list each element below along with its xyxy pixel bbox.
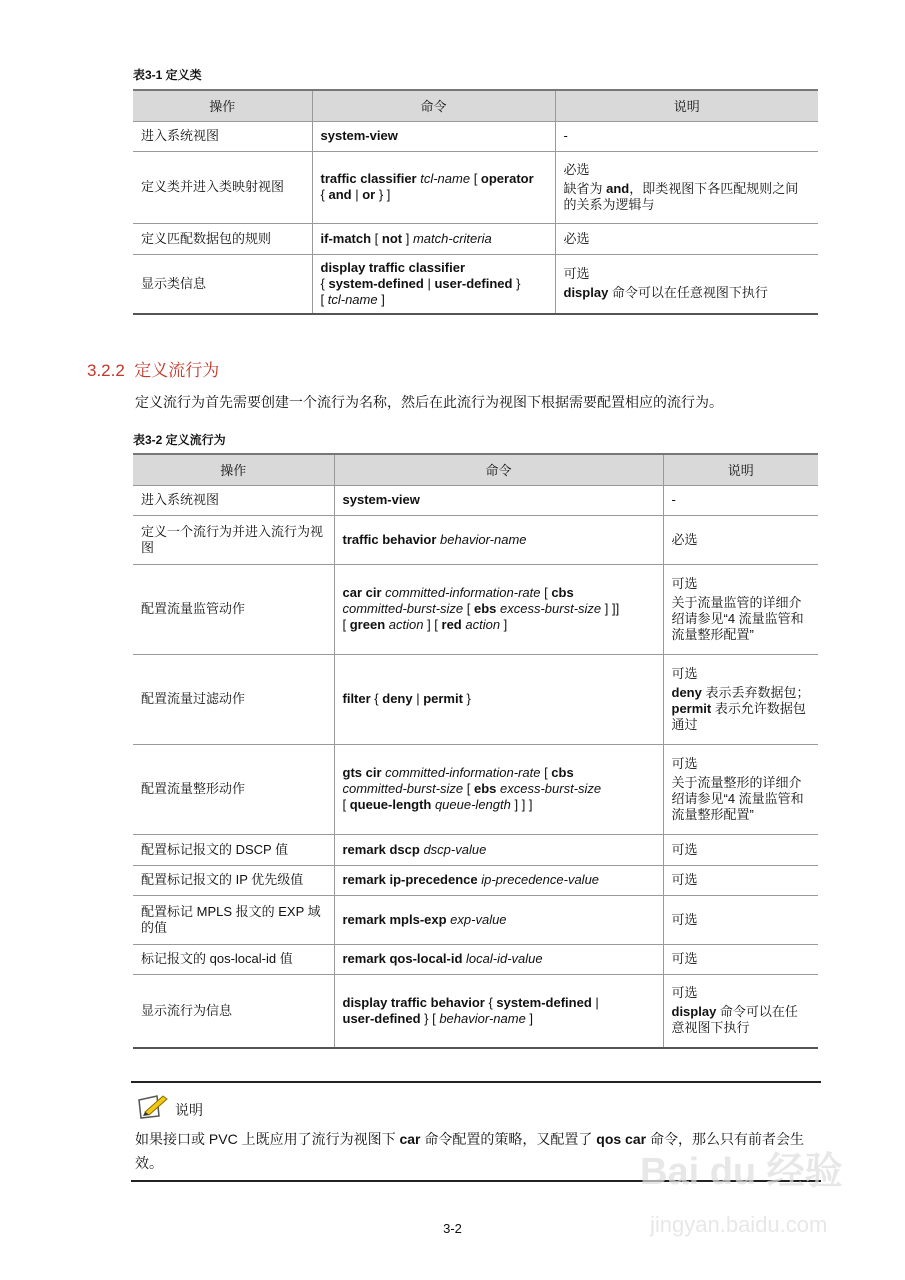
command-cell	[334, 564, 663, 654]
command-cell	[312, 254, 555, 314]
text-segment: |	[423, 275, 435, 291]
command-line	[343, 995, 655, 1011]
description-cell	[555, 151, 818, 223]
column-header: 说明	[555, 90, 818, 121]
text-segment: local-id-value	[466, 951, 543, 966]
text-segment: display traffic behavior	[342, 994, 485, 1010]
description-cell	[555, 121, 818, 151]
text-segment: action	[388, 617, 424, 632]
text-segment: car	[399, 1131, 421, 1147]
description-paragraph	[672, 492, 811, 508]
command-line	[321, 171, 547, 187]
description-paragraph	[564, 181, 811, 213]
text-segment: system-defined	[328, 275, 424, 291]
description-paragraph	[672, 985, 811, 1001]
section-title: 定义流行为	[134, 361, 220, 380]
text-segment: action	[465, 617, 501, 632]
text-segment: }	[462, 691, 471, 706]
table-row	[133, 944, 818, 974]
column-header: 说明	[663, 454, 818, 485]
text-segment: [	[463, 601, 474, 616]
table-row	[133, 223, 818, 254]
text-segment: |	[351, 187, 363, 202]
description-cell	[663, 564, 818, 654]
description-paragraph	[672, 842, 811, 858]
operation-cell: 定义一个流行为并进入流行为视图	[133, 515, 334, 564]
command-cell	[334, 654, 663, 744]
note-header	[137, 1094, 203, 1120]
description-paragraph	[672, 532, 811, 548]
text-segment: tcl-name	[420, 171, 471, 186]
command-line	[343, 797, 655, 813]
command-cell	[334, 834, 663, 865]
text-segment: committed-burst-size	[342, 601, 464, 616]
description-paragraph	[564, 162, 811, 178]
text-segment: [	[540, 765, 552, 780]
text-segment: user-defined	[342, 1010, 421, 1026]
text-segment: behavior-name	[439, 1010, 526, 1026]
text-segment: [	[342, 797, 350, 812]
text-segment: ]	[525, 1010, 534, 1026]
text-segment: 可选	[671, 911, 698, 927]
text-segment: 关于流量整形的详细介绍请参见“4 流量监管和流量整形配置”	[671, 774, 804, 822]
command-line	[343, 532, 655, 548]
text-segment: deny	[671, 684, 702, 700]
text-segment: display traffic classifier	[320, 259, 466, 275]
text-segment: 命令可以在任意视图下执行	[608, 285, 768, 301]
text-segment: cbs	[551, 765, 574, 780]
text-segment: tcl-name	[327, 291, 378, 307]
command-line	[321, 292, 547, 308]
text-segment: cbs	[551, 585, 574, 600]
text-segment: remark mpls-exp	[342, 911, 451, 927]
text-segment: and	[606, 180, 630, 196]
command-line	[343, 842, 655, 858]
text-segment: 关于流量监管的详细介绍请参见“4 流量监管和流量整形配置”	[671, 594, 804, 642]
table-row	[133, 254, 818, 314]
command-cell	[334, 974, 663, 1048]
text-segment: or	[362, 187, 376, 202]
description-cell	[663, 974, 818, 1048]
table-row	[133, 654, 818, 744]
operation-cell: 配置流量过滤动作	[133, 654, 334, 744]
text-segment: not	[381, 230, 403, 246]
operation-cell: 定义类并进入类映射视图	[133, 151, 312, 223]
text-segment: system-defined	[496, 994, 592, 1010]
define-behavior-table	[133, 453, 818, 1049]
text-segment: [	[320, 291, 328, 307]
table-row	[133, 564, 818, 654]
text-segment: car cir	[342, 585, 386, 600]
text-segment: } [	[420, 1010, 440, 1026]
command-line	[343, 691, 655, 707]
description-cell	[663, 515, 818, 564]
text-segment: match-criteria	[412, 230, 492, 246]
text-segment: traffic classifier	[320, 171, 421, 186]
description-paragraph	[672, 756, 811, 772]
text-segment: ，即类视图下各匹配规则之间的关系为逻辑与	[563, 180, 799, 212]
text-segment: -	[671, 492, 676, 507]
text-segment: 命令可以在任意视图下执行	[671, 1004, 798, 1036]
description-paragraph	[564, 128, 811, 144]
text-segment: behavior-name	[440, 531, 527, 547]
text-segment: green	[349, 617, 389, 632]
text-segment: 可选	[671, 951, 698, 966]
description-paragraph	[672, 912, 811, 928]
command-line	[343, 585, 655, 601]
description-cell	[663, 895, 818, 944]
operation-cell: 配置标记报文的 DSCP 值	[133, 834, 334, 865]
text-segment: 命令，那么只有前者会生效。	[135, 1131, 804, 1171]
text-segment: 缺省为	[563, 180, 607, 196]
description-paragraph	[672, 872, 811, 888]
description-cell	[663, 485, 818, 515]
description-paragraph	[672, 666, 811, 682]
column-header: 操作	[133, 90, 312, 121]
command-cell	[334, 944, 663, 974]
text-segment: [	[540, 585, 552, 600]
command-line	[343, 617, 655, 633]
header-row	[133, 454, 818, 485]
command-line	[321, 276, 547, 292]
text-segment: operator	[480, 171, 534, 186]
section-heading	[87, 356, 219, 381]
command-cell	[312, 151, 555, 223]
text-segment: remark ip-precedence	[342, 872, 482, 887]
note-pencil-icon	[137, 1094, 169, 1120]
text-segment: traffic behavior	[342, 531, 441, 547]
text-segment: if-match	[320, 230, 372, 246]
text-segment: 必选	[671, 531, 698, 547]
text-segment: 可选	[671, 575, 698, 591]
section-number: 3.2.2	[87, 361, 125, 380]
note-top-rule	[131, 1081, 821, 1083]
table-row	[133, 895, 818, 944]
column-header: 命令	[312, 90, 555, 121]
note-title: 说明	[175, 1102, 203, 1118]
command-cell	[334, 895, 663, 944]
text-segment: {	[320, 187, 329, 202]
text-segment: |	[412, 691, 424, 706]
description-paragraph	[672, 951, 811, 967]
text-segment: ip-precedence-value	[481, 872, 600, 887]
text-segment: dscp-value	[423, 841, 487, 857]
text-segment: permit	[423, 691, 463, 706]
text-segment: [	[463, 781, 474, 796]
description-paragraph	[672, 595, 811, 643]
command-line	[321, 128, 547, 144]
table-caption: 表3-2 定义流行为	[133, 433, 226, 447]
command-cell	[312, 121, 555, 151]
text-segment: queue-length	[349, 797, 435, 812]
text-segment: committed-burst-size	[342, 781, 464, 796]
text-segment: 必选	[563, 161, 590, 177]
command-cell	[334, 485, 663, 515]
text-segment: excess-burst-size	[500, 601, 602, 616]
description-paragraph	[672, 1004, 811, 1036]
description-cell	[663, 944, 818, 974]
description-paragraph	[672, 775, 811, 823]
section-intro: 定义流行为首先需要创建一个流行为名称，然后在此流行为视图下根据需要配置相应的流行为。	[135, 394, 723, 410]
page-number: 3-2	[443, 1221, 462, 1236]
text-segment: committed-information-rate	[385, 585, 541, 600]
operation-cell: 配置标记报文的 IP 优先级值	[133, 865, 334, 895]
column-header: 命令	[334, 454, 663, 485]
description-cell	[663, 865, 818, 895]
text-segment: 可选	[671, 872, 698, 887]
text-segment: committed-information-rate	[385, 765, 541, 780]
text-segment: ] [	[423, 617, 442, 632]
text-segment: }	[512, 275, 521, 291]
table-row	[133, 121, 818, 151]
text-segment: 如果接口或 PVC 上既应用了流行为视图下	[135, 1131, 400, 1147]
text-segment: 表示允许数据包通过	[671, 700, 806, 732]
command-cell	[334, 515, 663, 564]
operation-cell: 定义匹配数据包的规则	[133, 223, 312, 254]
command-line	[343, 1011, 655, 1027]
text-segment: and	[328, 187, 352, 202]
operation-cell: 显示流行为信息	[133, 974, 334, 1048]
text-segment: |	[591, 994, 599, 1010]
header-row	[133, 90, 818, 121]
text-segment: gts cir	[342, 765, 386, 780]
column-header: 操作	[133, 454, 334, 485]
table-row	[133, 974, 818, 1048]
text-segment: ebs	[473, 781, 500, 796]
text-segment: excess-burst-size	[500, 781, 602, 796]
text-segment: deny	[382, 691, 413, 706]
operation-cell: 标记报文的 qos-local-id 值	[133, 944, 334, 974]
command-cell	[334, 744, 663, 834]
description-paragraph	[564, 266, 811, 282]
text-segment: permit	[671, 700, 712, 716]
text-segment: } ]	[375, 187, 391, 202]
text-segment: ]	[500, 617, 508, 632]
text-segment: user-defined	[434, 275, 513, 291]
table-caption: 表3-1 定义类	[133, 68, 202, 82]
command-line	[343, 492, 655, 508]
table-row	[133, 151, 818, 223]
table-row	[133, 834, 818, 865]
text-segment: 可选	[671, 841, 698, 857]
table-row	[133, 515, 818, 564]
text-segment: display	[563, 285, 609, 301]
text-segment: remark qos-local-id	[342, 951, 467, 966]
text-segment: queue-length	[434, 797, 511, 812]
operation-cell: 进入系统视图	[133, 121, 312, 151]
text-segment: ] ] ]	[510, 797, 533, 812]
table-row	[133, 744, 818, 834]
operation-cell: 进入系统视图	[133, 485, 334, 515]
text-segment: {	[370, 691, 383, 706]
text-segment: red	[441, 617, 466, 632]
text-segment: 可选	[563, 266, 590, 282]
table-row	[133, 485, 818, 515]
command-cell	[334, 865, 663, 895]
description-paragraph	[672, 576, 811, 592]
define-class-table	[133, 89, 818, 315]
command-cell	[312, 223, 555, 254]
text-segment: system-view	[320, 128, 398, 143]
text-segment: 可选	[671, 985, 698, 1001]
text-segment: remark dscp	[342, 841, 424, 857]
text-segment: -	[563, 128, 568, 143]
text-segment: display	[671, 1004, 717, 1020]
text-segment: 表示丢弃数据包；	[701, 684, 810, 700]
text-segment: qos car	[596, 1131, 647, 1147]
text-segment: system-view	[342, 492, 420, 507]
text-segment: exp-value	[450, 911, 507, 927]
description-cell	[555, 254, 818, 314]
text-segment: 可选	[671, 755, 698, 771]
operation-cell: 配置流量整形动作	[133, 744, 334, 834]
command-line	[343, 951, 655, 967]
text-segment: ] ]]	[601, 601, 620, 616]
description-paragraph	[672, 685, 811, 733]
command-line	[343, 601, 655, 617]
command-line	[343, 765, 655, 781]
description-cell	[663, 834, 818, 865]
description-paragraph	[564, 285, 811, 301]
operation-cell: 显示类信息	[133, 254, 312, 314]
command-line	[343, 912, 655, 928]
command-line	[321, 231, 547, 247]
operation-cell: 配置标记 MPLS 报文的 EXP 域的值	[133, 895, 334, 944]
command-line	[321, 260, 547, 276]
text-segment: [	[470, 171, 481, 186]
text-segment: ]	[402, 230, 413, 246]
command-line	[343, 781, 655, 797]
description-cell	[663, 654, 818, 744]
baidu-watermark-url: jingyan.baidu.com	[650, 1212, 828, 1237]
text-segment: filter	[342, 691, 371, 706]
description-cell	[663, 744, 818, 834]
text-segment: [	[371, 230, 382, 246]
text-segment: {	[320, 275, 329, 291]
description-cell	[555, 223, 818, 254]
text-segment: 必选	[563, 230, 590, 246]
operation-cell: 配置流量监管动作	[133, 564, 334, 654]
text-segment: 命令配置的策略，又配置了	[420, 1131, 597, 1147]
text-segment: {	[484, 994, 497, 1010]
text-segment: [	[342, 617, 350, 632]
text-segment: 可选	[671, 665, 698, 681]
table-row	[133, 865, 818, 895]
description-paragraph	[564, 231, 811, 247]
text-segment: ebs	[473, 601, 500, 616]
baidu-watermark-logo: Bai du 经验	[640, 1151, 843, 1193]
text-segment: ]	[377, 291, 385, 307]
command-line	[343, 872, 655, 888]
command-line	[321, 187, 547, 203]
